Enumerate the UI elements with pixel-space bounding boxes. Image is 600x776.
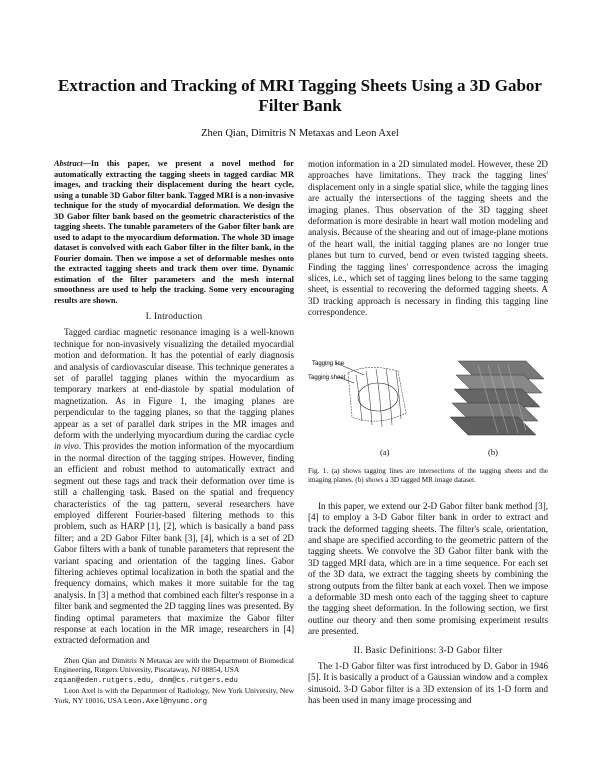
intro-continued: motion information in a 2D simulated model. However, these 2D approaches have limitations. They track the tagging lines' displacement only in a single spatial slice, while the tagging lines are actually the intersections of the tagging sheets and the imaging planes. Thus observation of the 3D tagging sheet deformation is more desirable in heart wall motion modeling and analysis. Because of the shearing and out of image-plane motions of the heart wall, the initial tagging planes are no longer true planes but turn to curved, bend or even twisted tagging sheets. Finding the tagging lines' correspondence across the imaging slices, i.e., which set of tagging lines belong to the same tagging sheet, is essential to recovering the deformed tagging sheets. A 3D tracking approach is necessary in finding this tagging line correspondence.	[308, 159, 548, 318]
paper-authors: Zhen Qian, Dimitris N Metaxas and Leon Axel	[201, 128, 399, 139]
footnote-email-1: zqian@eden.rutgers.edu, dnm@cs.rutgers.edu	[54, 676, 238, 685]
footnote-affiliation-1: Zhen Qian and Dimitris N Metaxas are with the Department of Biomedical Engineering, Rutgers University, Piscataway, NJ 08854, USA zqian@eden.rutgers.edu, dnm@cs.rutgers.edu	[54, 655, 294, 685]
intro-paragraph-2: In this paper, we extend our 2-D Gabor filter bank method [3], [4] to employ a 3-D Gabor filter bank in order to extract and track the deformed tagging sheets. The filter's scale, orientation, and shape are specified according to the geometric pattern of the tagging sheets. We convolve the 3D Gabor filter bank with the 3D tagged MRI data, which are in a time sequence. For each set of the 3D data, we extract the tagging sheets by combining the strong outputs from the filter bank at each voxel. Then we impose a deformable 3D mesh onto each of the tagging sheet to capture the tagging sheet deformation. In the following section, we first outline our theory and then some promising experiment results are presented.	[308, 500, 548, 637]
footnote	[54, 655, 294, 708]
paper-title: Extraction and Tracking of MRI Tagging Sheets Using a 3D Gabor Filter Bank	[58, 76, 542, 115]
footnote-email-2: Leon.Axel@nyumc.org	[123, 697, 208, 706]
annotation-tagging-line: Tagging line	[312, 360, 345, 367]
figure-1-caption: Fig. 1. (a) shows tagging lines are intersections of the tagging sheets and the imaging planes. (b) shows a 3D tagged MR image dataset.	[308, 466, 548, 484]
figure-1-illustration	[308, 353, 548, 445]
definitions-paragraph: The 1-D Gabor filter was first introduced by D. Gabor in 1946 [5]. It is basically a product of a Gaussian window and a complex sinusoid. 3-D Gabor filter is a 3D extension of its 1-D form and has been used in many image processing and	[308, 660, 548, 706]
tagging-diagram	[336, 363, 406, 427]
abstract	[54, 159, 294, 306]
left-column	[54, 159, 294, 707]
section-heading-definitions: II. Basic Definitions: 3-D Gabor filter	[353, 645, 503, 656]
abstract-text: —In this paper, we present a novel method for automatically extracting the tagging sheets in tagged cardiac MR images, and tracking their displacement during the heart cycle, using a tunable 3D Gabor filter bank. Tagged MRI is a non-invasive technique for the study of myocardial deformation. We design the 3D Gabor filter bank based on the geometric characteristics of the tagging sheets. The tunable parameters of the Gabor filter bank are used to adapt to the myocardium deformation. The whole 3D image dataset is convolved with each Gabor filter in the filter bank, in the Fourier domain. Then we impose a set of deformable meshes onto the extracted tagging sheets and track them over time. Dynamic estimation of the filter parameters and the mesh internal smoothness are used to help the tracking. Some very encouraging results are shown.	[54, 159, 294, 305]
annotation-tagging-sheet: Tagging sheet	[308, 374, 346, 381]
figure-label-b: (b)	[488, 446, 498, 457]
intro-text-b: . This provides the motion information of the myocardium in the normal direction of the tagging stripes. However, finding an efficient and robust method to automatically extract and segment out these tags and track their deformation over time is still a challenging task. Based on the spatial and frequency characteristics of the tag pattern, several researchers have employed different Fourier-based filtering methods to this problem, such as HARP [1], [2], which is basically a band pass filter; and a 2D Gabor Filter bank [3], [4], which is a set of 2D Gabor filters with a bank of tunable parameters that represent the variant spacing and orientation of the tagging lines. Gabor filtering achieves optimal localization in both the spatial and the frequency domains, which makes it more suitable for the tag analysis. In [3] a method that combined each filter's response in a filter bank and segmented the 2D tagging lines was presented. By finding optimal parameters that maximize the Gabor filter response at each location in the MR image, researchers in [4] extracted deformation and	[54, 441, 294, 646]
figure-1	[308, 353, 548, 463]
intro-paragraph	[54, 327, 294, 646]
intro-text-a: Tagged cardiac magnetic resonance imaging is a well-known technique for non-invasively visualizing the detailed myocardial motion and deformation. It has the potential of early diagnosis and analysis of cardiovascular disease. This technique generates a set of parallel tagging planes within the myocardium as temporary markers at end-diastole by spatial modulation of magnetization. As in Figure 1, the imaging planes are perpendicular to the tagging planes, so that the tagging planes appear as a set of parallel dark stripes in the MR images and deform with the underlying myocardium during the cardiac cycle	[54, 327, 294, 441]
mri-stack-image	[450, 361, 544, 435]
section-heading-introduction: I. Introduction	[145, 312, 203, 322]
right-column	[308, 159, 548, 707]
intro-text-italic: in vivo	[54, 441, 79, 452]
footnote-affiliation-2: Leon Axel is with the Department of Radiology, New York University, New York, NY 10016, USA Leon.Axel@nyumc.org	[54, 686, 294, 706]
figure-label-a: (a)	[380, 446, 390, 457]
abstract-lead: Abstract	[54, 159, 83, 168]
